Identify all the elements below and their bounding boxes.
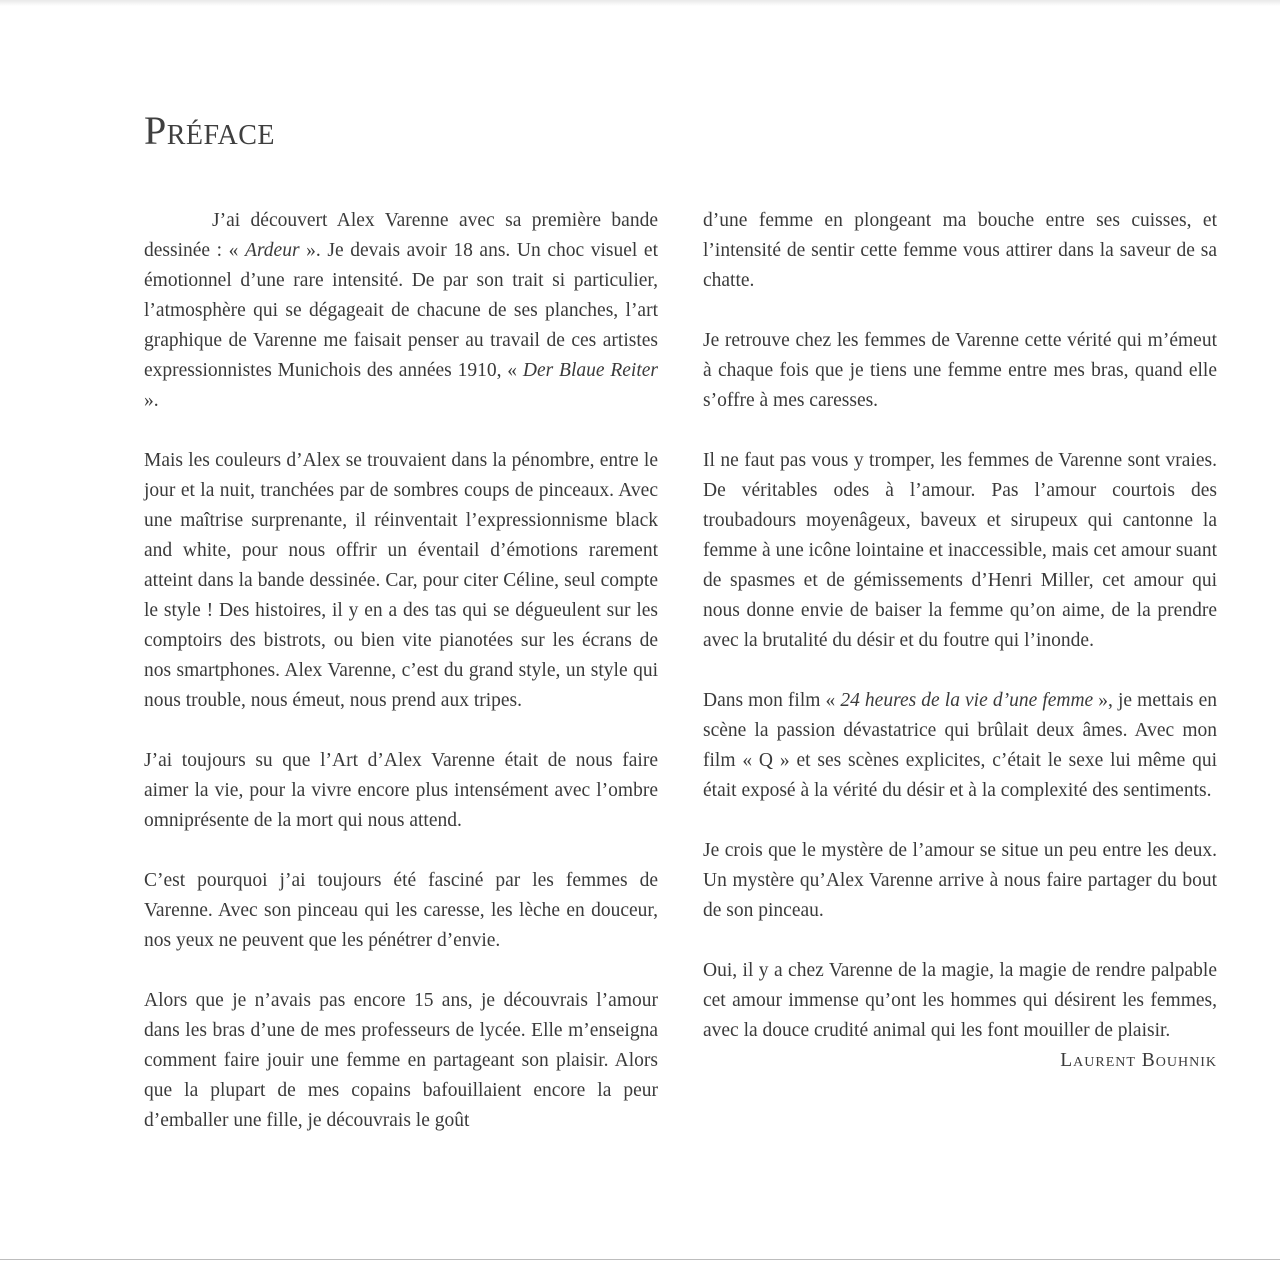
- paragraph-3: J’ai toujours su que l’Art d’Alex Varenne était de nous faire aimer la vie, pour la vivre encore plus intensément avec l’ombre omniprésente de la mort qui nous attend.: [144, 750, 658, 831]
- title-ardeur: Ardeur: [245, 240, 300, 261]
- paragraph-5: Alors que je n’avais pas encore 15 ans, je découvrais l’amour dans les bras d’une de mes professeurs de lycée. Elle m’enseigna comment faire jouir une femme en partageant son plaisir. Alors que la plupart de mes copains bafouillaient encore la peur d’emballer une fille, je découvrais le goût: [144, 990, 658, 1131]
- paragraph-4: C’est pourquoi j’ai toujours été fasciné par les femmes de Varenne. Avec son pinceau qui les caresse, les lèche en douceur, nos yeux ne peuvent que les pénétrer d’envie.: [144, 870, 658, 951]
- paragraph-9-text-b: », je mettais en scène la passion dévastatrice qui brûlait deux âmes. Avec mon film « Q » et ses scènes explicites, c’était le sexe lui même qui était exposé à la vérité du désir et à la complexité des sentiments.: [703, 690, 1217, 801]
- right-column: [703, 206, 1217, 1076]
- author-signature: Laurent Bouhnik: [1060, 1050, 1217, 1071]
- top-edge-shadow: [0, 0, 1280, 6]
- paragraph-1-text-c: ».: [144, 390, 159, 411]
- title-24-heures: 24 heures de la vie d’une femme: [840, 690, 1094, 711]
- paragraph-9-text-a: Dans mon film «: [703, 690, 841, 711]
- paragraph-10: Je crois que le mystère de l’amour se situe un peu entre les deux. Un mystère qu’Alex Varenne arrive à nous faire partager du bout de son pinceau.: [703, 840, 1217, 921]
- paragraph-9: [703, 686, 1217, 806]
- paragraph-1-text-a: J’ai découvert Alex Varenne avec sa première bande dessinée : «: [144, 210, 658, 261]
- bottom-edge-line: [0, 1259, 1280, 1260]
- paragraph-1-text-b: ». Je devais avoir 18 ans. Un choc visuel et émotionnel d’une rare intensité. De par son trait si particulier, l’atmosphère qui se dégageait de chacune de ses planches, l’art graphique de Varenne me faisait penser au travail de ces artistes expressionnistes Munichois des années 1910, «: [144, 240, 658, 381]
- left-column: [144, 206, 658, 1166]
- title-der-blaue-reiter: Der Blaue Reiter: [522, 360, 658, 381]
- paragraph-2: Mais les couleurs d’Alex se trouvaient dans la pénombre, entre le jour et la nuit, tranchées par de sombres coups de pinceaux. Avec une maîtrise surprenante, il réinventait l’expressionnisme black and white, pour nous offrir un éventail d’émotions rarement atteint dans la bande dessinée. Car, pour citer Céline, seul compte le style ! Des histoires, il y en a des tas qui se dégueulent sur les comptoirs des bistrots, ou bien vite pianotées sur les écrans de nos smartphones. Alex Varenne, c’est du grand style, un style qui nous trouble, nous émeut, nous prend aux tripes.: [144, 450, 658, 711]
- page-title: Préface: [144, 108, 276, 153]
- paragraph-7: Je retrouve chez les femmes de Varenne cette vérité qui m’émeut à chaque fois que je tiens une femme entre mes bras, quand elle s’offre à mes caresses.: [703, 330, 1217, 411]
- paragraph-1: [144, 206, 658, 416]
- paragraph-6: d’une femme en plongeant ma bouche entre ses cuisses, et l’intensité de sentir cette femme vous attirer dans la saveur de sa chatte.: [703, 210, 1217, 291]
- paragraph-8: Il ne faut pas vous y tromper, les femmes de Varenne sont vraies. De véritables odes à l’amour. Pas l’amour courtois des troubadours moyenâgeux, baveux et sirupeux qui cantonne la femme à une icône lointaine et inaccessible, mais cet amour suant de spasmes et de gémissements d’Henri Miller, cet amour qui nous donne envie de baiser la femme qu’on aime, de la prendre avec la brutalité du désir et du foutre qui l’inonde.: [703, 450, 1217, 651]
- paragraph-11: Oui, il y a chez Varenne de la magie, la magie de rendre palpable cet amour immense qu’ont les hommes qui désirent les femmes, avec la douce crudité animal qui les font mouiller de plaisir.: [703, 960, 1217, 1041]
